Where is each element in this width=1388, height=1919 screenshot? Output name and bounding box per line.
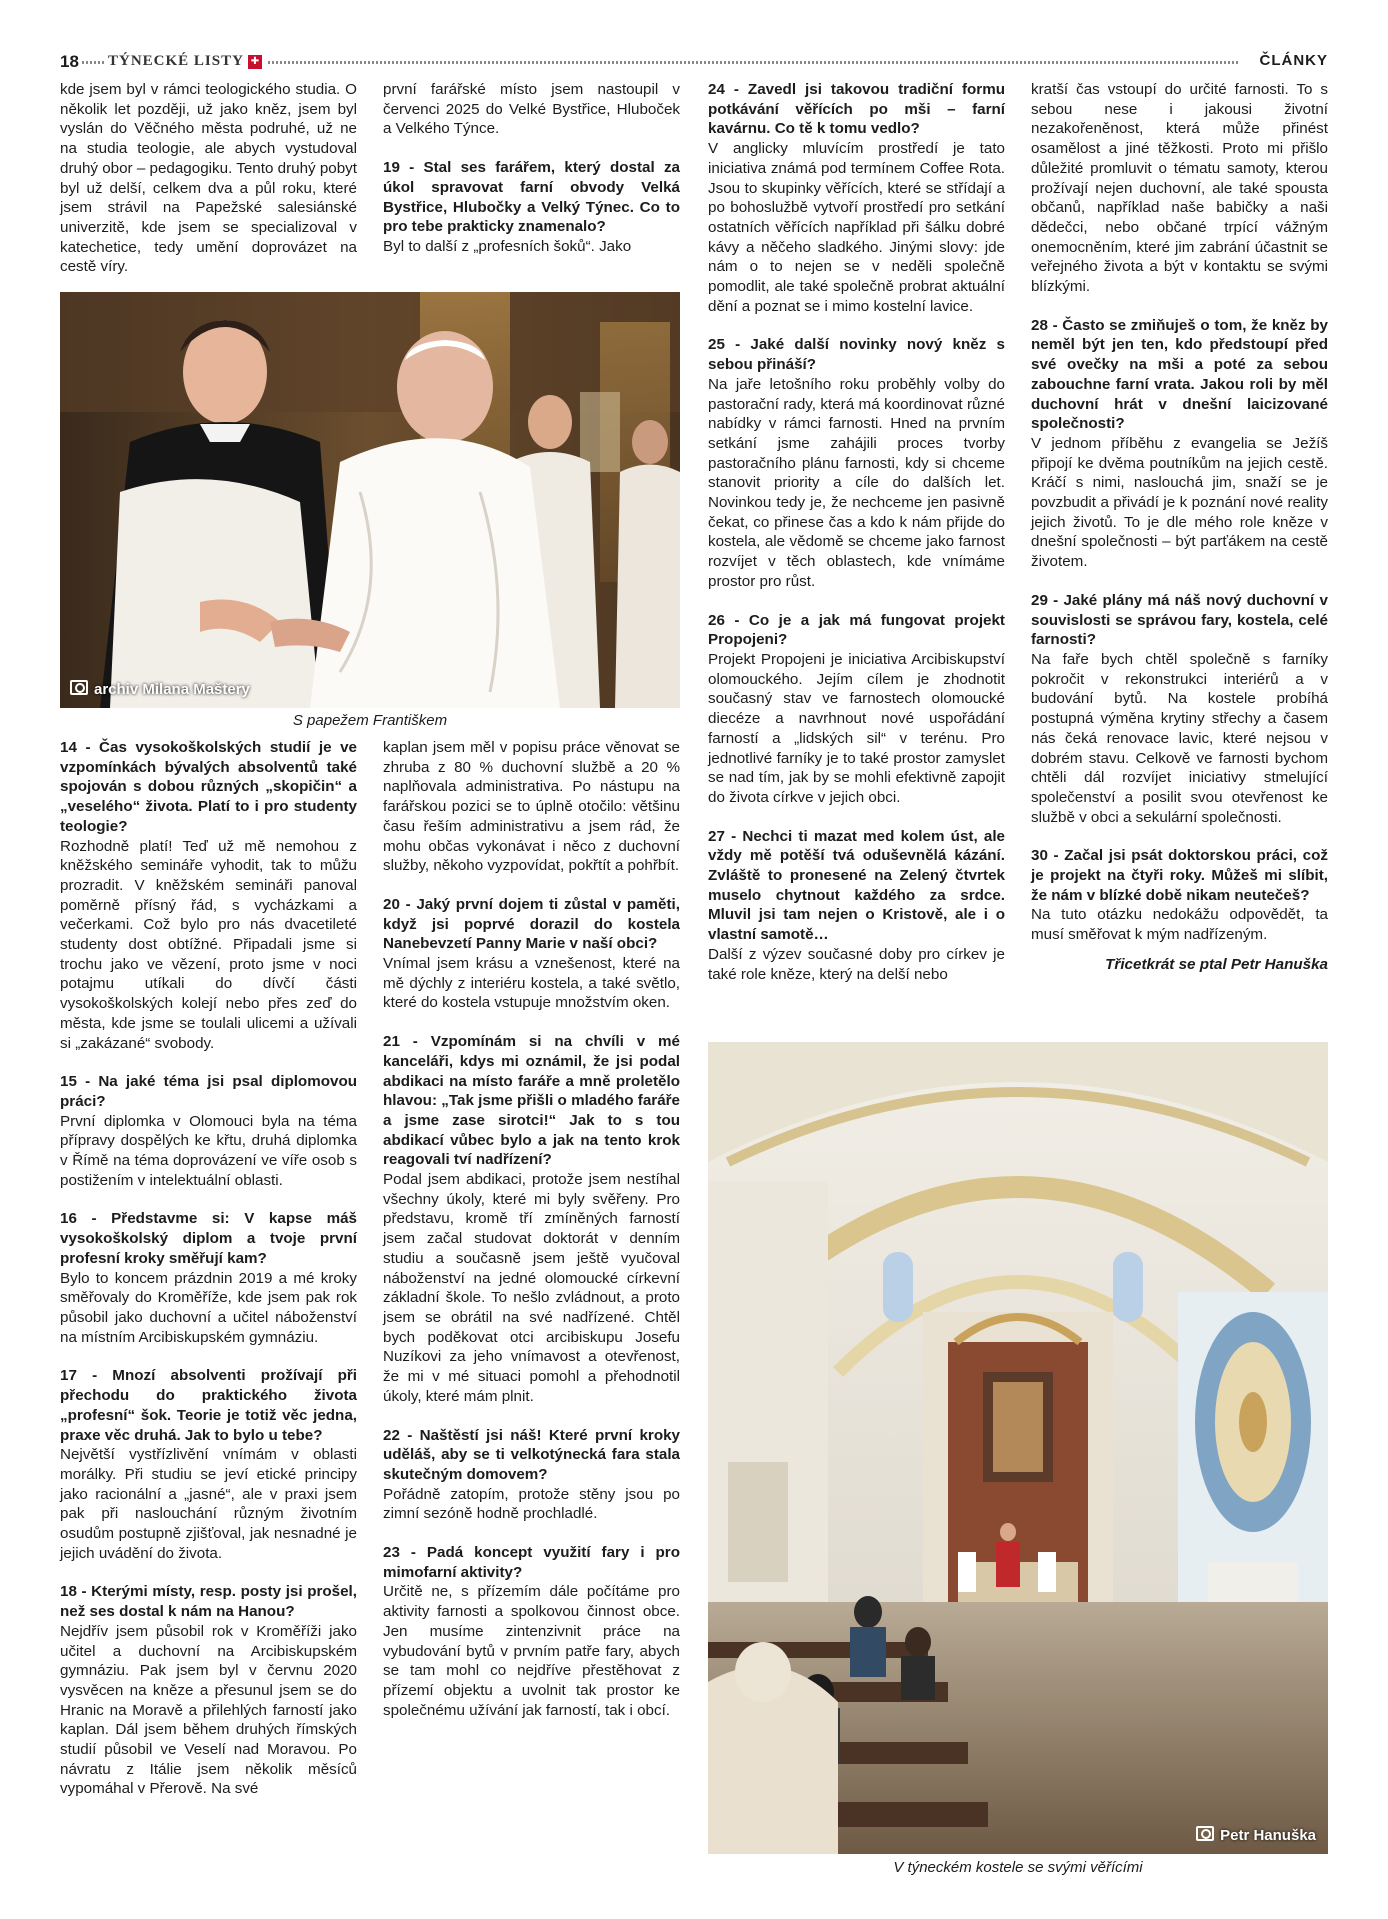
question: 15 - Na jaké téma jsi psal diplomovou práci? [60,1073,357,1110]
question: 21 - Vzpomínám si na chvíli v mé kanceláři, kdys mi oznámil, že jsi podal abdikaci na místo faráře a mně proletělo hlavou: „Tak jsme přišli o mladého faráře a jsme zase sirotci!“ Jak to s tou abdikací vůbec bylo a jak na tento krok reagovali tví nadřízení? [383,1033,680,1169]
photo-caption: V týneckém kostele se svými věřícími [893,1859,1143,1876]
question: 14 - Čas vysokoškolských studií je ve vzpomínkách bývalých absolventů také spojován s dobou různých „skopičin“ a „veselého“ života. Platí to i pro studenty teologie? [60,739,357,835]
answer: Byl to další z „profesních šoků“. Jako [383,237,632,255]
photo-caption: S papežem Františkem [292,712,448,729]
answer: V anglicky mluvícím prostředí je tato iniciativa známá pod termínem Coffee Rota. Jsou to skupinky věřících, které se střídají a po bohoslužbě vytvoří prostředí pro setkání ostatních věřících například při šálku dobré kávy a něčeho sladkého. Jinými slovy: jde nám o to nejen se v neděli společně pomodlit, ale také společně probrat aktuální dění a poznat se i mimo kostelní lavice. [708,140,1005,315]
photo-credit [1196,1826,1316,1844]
question: 22 - Naštěstí jsi náš! Které první kroky uděláš, aby se ti velkotýnecká fara stala skutečným domovem? [383,1426,680,1483]
answer: Největší vystřízlivění vnímám v oblasti morálky. Při studiu se jeví etické principy jako racionální a „jasné“, ale v praxi jsem pak při naslouchání různým životním osudům postupně zjišťoval, jak nesnadné je jejich uvádění do života. [60,1446,357,1562]
photo-illustration [708,1042,1328,1854]
section-label: ČLÁNKY [1259,52,1328,69]
answer: Rozhodně platí! Teď už mě nemohou z kněžského semináře vyhodit, tak to můžu prozradit. V kněžském semináři panoval poměrně přísný řád, s vycházkami a večerkami. Což bylo pro nás dvacetileté studenty dost obtížné. Připadali jsme si trochu jako ve vězení, proto jsme v noci potajmu utíkali do dívčí části vysokoškolských kolejí nebo přes zeď do města, kde jsme se toulali ulicemi a užívali si „zakázané“ svobody. [60,837,357,1052]
page-number: 18 [60,52,79,71]
question: 24 - Zavedl jsi takovou tradiční formu potkávání věřících po mši – farní kavárnu. Co tě k tomu vedlo? [708,81,1005,138]
question: 27 - Nechci ti mazat med kolem úst, ale vždy mě potěší tvá oduševnělá kázání. Zvláště to pronesené na Zelený čtvrtek muselo chytnout každého za srdce. Mluvil jsi tam nejen o Kristově, ale i o vlastní samotě… [708,827,1005,944]
question: 23 - Padá koncept využití fary i pro mimofarní aktivity? [383,1544,680,1581]
question: 30 - Začal jsi psát doktorskou práci, což je projekt na čtyři roky. Můžeš mi slíbit, že nám v blízké době nikam neutečeš? [1031,847,1328,904]
answer: Nejdřív jsem působil rok v Kroměříži jako učitel a duchovní na Arcibiskupském gymnáziu. Pak jsem byl v červnu 2020 vysvěcen na kněze a přesunul jsem se do Hranic na Moravě a přilehlých farností jako kaplan. Dál jsem během druhých římských studií působil ve Veselí nad Moravou. Po návratu z Itálie jsem několik měsíců vypomáhal v Přerově. Na své [60,1622,357,1798]
article-column-4 [1031,80,1328,975]
author-signature: Třicetkrát se ptal Petr Hanuška [1105,955,1328,973]
question: 18 - Kterými místy, resp. posty jsi prošel, než ses dostal k nám na Hanou? [60,1583,357,1621]
photo-credit-text: Petr Hanuška [1220,1827,1316,1844]
answer: Vnímal jsem krásu a vznešenost, které na mě dýchly z interiéru kostela, a také světlo, které do kostela vstupuje množstvím oken. [383,955,680,1012]
page-header [60,52,1328,74]
qa-block [1031,316,1328,572]
camera-icon [70,680,88,695]
question: 29 - Jaké plány má náš nový duchovní v souvislosti se správou fary, kostela, celé farnosti? [1031,591,1328,649]
question: 28 - Často se zmiňuješ o tom, že kněz by neměl být jen ten, kdo předstoupí před své ovečky na mši a poté za sebou zabouchne farní vrata. Jakou roli by měl duchovní hrát v dnešní laicizované společnosti? [1031,316,1328,433]
article-column-3 [708,80,1005,1003]
qa-block [383,895,680,1013]
qa-block [383,1543,680,1720]
photo-with-pope [60,292,680,708]
answer: Určitě ne, s přízemím dále počítáme pro aktivity farnosti a spolkovou činnost obce. Jen musíme zintenzivnit práce na vybudování bytů v prvním patře fary, abych se tam mohl co nejdříve přestěhovat z přízemí objektu a uvolnit tak prostor ke společnému užívání jak farností, tak i obcí. [383,1583,680,1719]
article-column-1-top [60,80,357,296]
question: 16 - Představme si: V kapse máš vysokoškolský diplom a tvoje první profesní kroky směřují kam? [60,1210,357,1267]
question: 26 - Co je a jak má fungovat projekt Propojeni? [708,611,1005,649]
qa-block [708,611,1005,808]
header-rule [82,61,104,64]
paragraph: kaplan jsem měl v popisu práce věnovat se zhruba z 80 % duchovní službě a 20 % naplňovala administrativa. Po nástupu na farářskou pozici se to úplně otočilo: většinu času řeším administrativu a jsem rád, že mohu občas vykonávat i něco z duchovní služby, někoho vyzpovídat, pokřtít a pohřbít. [383,739,680,875]
answer: První diplomka v Olomouci byla na téma přípravy dospělých ke křtu, druhá diplomka v Římě na téma doprovázení ve víře osob s postižením v intelektuální oblasti. [60,1112,357,1189]
photo-illustration [60,292,680,708]
qa-block [60,738,357,1053]
qa-block [708,827,1005,985]
question: 20 - Jaký první dojem ti zůstal v paměti, když jsi poprvé dorazil do kostela Nanebevzetí Panny Marie v naší obci? [383,895,680,953]
answer: Projekt Propojeni je iniciativa Arcibiskupství olomouckého. Jejím cílem je zhodnotit současný stav ve farnostech olomoucké diecéze a navrhnout nové uspořádání farností a „lidských sil“ v terénu. Pro jednotlivé farníky je to také prostor zamyslet se nad tím, jak by se mohli efektivně zapojit do života církve v jejich obci. [708,650,1005,806]
paragraph: kratší čas vstoupí do určité farnosti. To s sebou nese i jakousi životní nezakořeněnost, která může přinést osamělost a jiné těžkosti. Proto mi přišlo důležité promluvit o tématu samoty, kterou prožívají nejen duchovní, ale také spousta občanů, například naše babičky a naši dědečci, nebo občané trpící vážným onemocněním, které jim zabrání účastnit se veřejného života a být v kontaktu se svými blízkými. [1031,81,1328,296]
photo-credit [70,680,250,698]
paragraph: kde jsem byl v rámci teologického studia. O několik let později, už jako kněz, jsem byl vyslán do Věčného města podruhé, už ne na studia teologie, ale abych vystudoval druhý obor – pedagogiku. Tento druhý pobyt byl už delší, celkem dva a půl roku, které jsem strávil na Papežské salesiánské univerzitě, kde jsem se specializoval v katechetice, tedy umění doprovázet na cestě víry. [60,81,357,276]
article-column-2-bottom [383,738,680,1739]
article-column-2-top [383,80,680,257]
answer: Na tuto otázku nedokážu odpovědět, ta musí směřovat k mým nadřízeným. [1031,906,1328,944]
answer: Pořádně zatopím, protože stěny jsou po zimní sezóně hodně prochladlé. [383,1485,680,1523]
qa-block [60,1072,357,1190]
article-column-1-bottom [60,738,357,1818]
publication-title: TÝNECKÉ LISTY [108,53,244,69]
qa-block [1031,846,1328,945]
photo-church-interior [708,1042,1328,1854]
question: 17 - Mnozí absolventi prožívají při přechodu do praktického života „profesní“ šok. Teorie je totiž věc jedna, praxe věc druhá. Jak to bylo u tebe? [60,1367,357,1444]
camera-icon [1196,1826,1214,1841]
answer: V jednom příběhu z evangelia se Ježíš připojí ke dvěma poutníkům na jejich cestě. Kráčí s nimi, naslouchá jim, snaží se je povzbudit a přivádí je k poznání nové reality jejich životů. To je dle mého role kněze v dnešní společnosti – být parťákem na cestě životem. [1031,434,1328,571]
answer: Bylo to koncem prázdnin 2019 a mé kroky směřovaly do Kroměříže, kde jsem pak rok působil jako duchovní a učitel náboženství na místním Arcibiskupském gymnáziu. [60,1269,357,1346]
qa-block [383,1426,680,1525]
question: 19 - Stal ses farářem, který dostal za úkol spravovat farní obvody Velká Bystřice, Hlubočky a Velký Týnec. Co to pro tebe prakticky znamenalo? [383,159,680,236]
answer: Podal jsem abdikaci, protože jsem nestíhal všechny úkoly, které mi byly svěřeny. Pro představu, kromě tří zmíněných farností jsem začal studovat doktorát v denním studiu a současně jsem ještě vyučoval náboženství na jedné olomoucké církevní základní škole. To nešlo zvládnout, a proto jsem se obrátil na své nadřízené. Chtěl bych poděkovat otci arcibiskupu Josefu Nuzíkovi za jeho vnímavost a otevřenost, že mi v mé situaci pomohl a přehodnotil úkoly, které mám plnit. [383,1171,680,1405]
answer: Další z výzev současné doby pro církev je také role kněze, který na delší nebo [708,945,1005,983]
answer: Na faře bych chtěl společně s farníky pokročit v rekonstrukci interiérů a v budování bytů. Na kostele probíhá postupná výměna krytiny střechy a časem nás čeká renovace lavic, které nejsou v dobrém stavu. Celkově ve farnosti bychom chtěli dál rozvíjet iniciativy stmelující společenství a posilit svou otevřenost ke službě v obci a sekulární společnosti. [1031,650,1328,826]
photo-credit-text: archiv Milana Maštery [94,681,250,698]
qa-block [60,1366,357,1563]
header-rule [268,61,1238,64]
qa-block [60,1582,357,1799]
answer: Na jaře letošního roku proběhly volby do pastorační rady, která má koordinovat různé nabídky v rámci farnosti. Hned na prvním setkání jsme zahájili proces tvorby pastoračního plánu farnosti, kdy si chceme stanovit priority a cíle do dalších let. Novinkou tedy je, že nechceme jen pasivně čekat, co přinese čas a kdo k nám přijde do kostela, ale vědomě se chceme jako farnost rozvíjet v těch oblastech, kde vnímáme prostor pro růst. [708,375,1005,590]
qa-block [1031,591,1328,827]
paragraph: první farářské místo jsem nastoupil v červenci 2025 do Velké Bystřice, Hluboček a Velkého Týnce. [383,81,680,138]
qa-block [708,80,1005,316]
question: 25 - Jaké další novinky nový kněz s sebou přináší? [708,336,1005,374]
qa-block [708,335,1005,591]
qa-block [383,1032,680,1406]
qa-block [60,1209,357,1347]
coat-of-arms-icon: ✚ [248,55,262,69]
